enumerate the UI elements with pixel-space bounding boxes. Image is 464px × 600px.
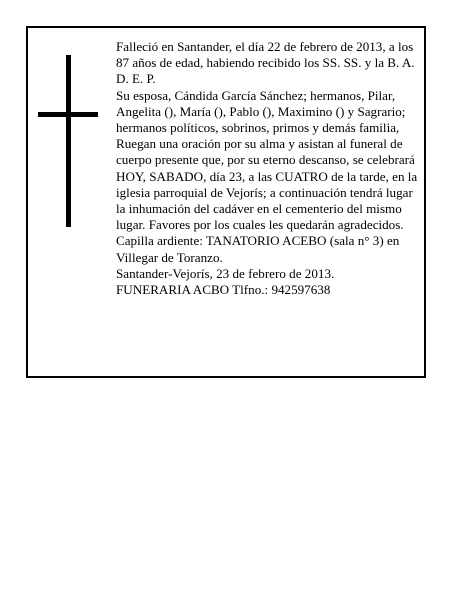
cross-vertical-bar: [66, 55, 71, 227]
place-and-date: Santander-Vejorís, 23 de febrero de 2013.: [116, 265, 335, 281]
cross-horizontal-bar: [38, 112, 98, 117]
obituary-notice: [26, 26, 426, 378]
rest-in-peace: D. E. P.: [116, 71, 156, 87]
family-and-funeral-details: Su esposa, Cándida García Sánchez; hermanos, Pilar, Angelita (), María (), Pablo (), Maximino () y Sagrario; hermanos políticos, sobrinos, primos y demás familia, Ruegan una oración por su alma y asistan al funeral de cuerpo presente que, por su eterno descanso, se celebrará HOY, SABADO, día 23, a las CUATRO de la tarde, en la iglesia parroquial de Vejorís; a continuación tendrá lugar la inhumación del cadáver en el cementerio del mismo lugar. Favores por los cuales les quedarán agradecidos. Capilla ardiente: TANATORIO ACEBO (sala n° 3) en Villegar de Toranzo.: [116, 87, 418, 265]
obituary-text: [116, 39, 424, 298]
death-announcement: Falleció en Santander, el día 22 de febrero de 2013, a los 87 años de edad, habiendo recibido los SS. SS. y la B. A.: [116, 39, 415, 71]
funeral-home-contact: FUNERARIA ACBO Tlfno.: 942597638: [116, 282, 331, 298]
latin-cross-icon: [38, 55, 98, 227]
